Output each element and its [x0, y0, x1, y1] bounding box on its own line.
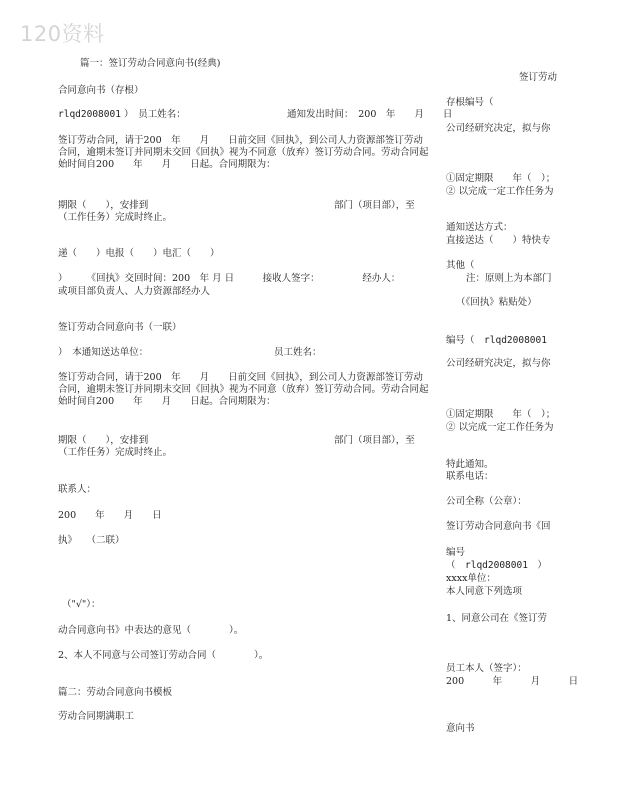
- option-task-based: ② 以完成一定工作任务为: [446, 422, 554, 433]
- employee-line: rlqd2008001 ） 员工姓名：: [58, 109, 186, 120]
- department-line: 部门（项目部），至: [334, 435, 415, 446]
- delivery-options-cont: 递（ ）电报（ ）电汇（ ）: [58, 248, 220, 259]
- number-label: 编号: [446, 547, 466, 558]
- note-text: 注：原则上为本部门: [466, 273, 552, 284]
- receipt-return-line: ） 《回执》交回时间：200 年 月 日 接收人签字： 经办人：: [58, 273, 401, 284]
- task-completion-line: （工作任务）完成时终止。: [58, 212, 173, 223]
- stub-number-label: 存根编号（: [446, 97, 494, 108]
- department-line: 部门（项目部），至: [334, 200, 415, 211]
- contract-paragraph: 签订劳动合同，请于200 年 月 日前交回《回执》，到公司人力资源部签订劳动合同，逾期未签订并同期未交回《回执》视为不同意（放弃）签订劳动合同。劳动合同起始时间自200 年 月 日起。合同期限为：: [58, 135, 429, 170]
- contact-phone-label: 联系电话：: [446, 471, 494, 482]
- option-agree-cont: 动合同意向书》中表达的意见（ ）。: [58, 625, 244, 636]
- recipient-unit-line: ） 本通知送达单位：: [58, 347, 149, 358]
- stub-heading: 合同意向书（存根）: [58, 85, 144, 96]
- delivery-method-label: 通知送达方式：: [446, 222, 513, 233]
- receipt-paste-area: （《回执》粘贴处）: [456, 297, 537, 308]
- option-agree: 1、同意公司在《签订劳: [446, 613, 548, 624]
- term-line: 期限（ ），安排到: [58, 200, 149, 211]
- company-name-label: 公司全称（公章）：: [446, 496, 527, 507]
- option-disagree: 2、本人不同意与公司签订劳动合同（ ）。: [58, 650, 269, 661]
- notice-time: 通知发出时间： 200 年 月 日: [287, 109, 453, 120]
- option-task-based: ② 以完成一定工作任务为: [446, 186, 554, 197]
- section-two-title: 篇二：劳动合同意向书模板: [58, 687, 173, 698]
- date-line: 200 年 月 日: [58, 510, 162, 521]
- number-label: 编号（ rlqd2008001: [446, 335, 547, 346]
- right-text: 公司经研究决定，拟与你: [446, 123, 551, 134]
- option-fixed-term: ①固定期限 年（ ）；: [446, 173, 556, 184]
- signature-date: 200 年 月 日: [446, 676, 579, 687]
- delivery-other: 其他（: [446, 260, 475, 271]
- task-completion-line: （工作任务）完成时终止。: [58, 447, 173, 458]
- watermark-logo: 120资料: [20, 22, 105, 46]
- notice-closing: 特此通知。: [446, 459, 494, 470]
- term-line: 期限（ ），安排到: [58, 435, 149, 446]
- options-intro: 本人同意下列选项: [446, 586, 523, 597]
- option-fixed-term: ①固定期限 年（ ）；: [446, 409, 556, 420]
- note-continued: 或项目部负责人、人力资源部经办人: [58, 286, 211, 297]
- employee-signature-label: 员工本人（签字）：: [446, 663, 527, 674]
- delivery-options: 直接送达（ ）特快专: [446, 235, 551, 246]
- checkmark-instruction: （"√"）：: [62, 599, 101, 610]
- right-text: 公司经研究决定，拟与你: [446, 358, 551, 369]
- copy-one-heading: 签订劳动合同意向书（一联）: [58, 322, 182, 333]
- copy-two-heading: 执》 （二联）: [58, 535, 125, 546]
- right-footer-text: 意向书: [446, 723, 475, 734]
- contract-paragraph: 签订劳动合同，请于200 年 月 日前交回《回执》，到公司人力资源部签订劳动合同，逾期未签订并同期未交回《回执》视为不同意（放弃）签订劳动合同。劳动合同起始时间自200 年 月 日起。合同期限为：: [58, 372, 429, 407]
- employee-name-label: 员工姓名：: [274, 347, 322, 358]
- contact-person-label: 联系人：: [58, 484, 97, 495]
- unit-label: xxxx单位：: [446, 573, 496, 584]
- receipt-heading: 签订劳动合同意向书《回: [446, 521, 551, 532]
- receipt-number: （ rlqd2008001 ）: [446, 560, 547, 571]
- right-heading: 签订劳动: [519, 72, 558, 83]
- section-two-subtitle: 劳动合同期满职工: [58, 711, 135, 722]
- document-title: 篇一：签订劳动合同意向书(经典): [80, 58, 221, 69]
